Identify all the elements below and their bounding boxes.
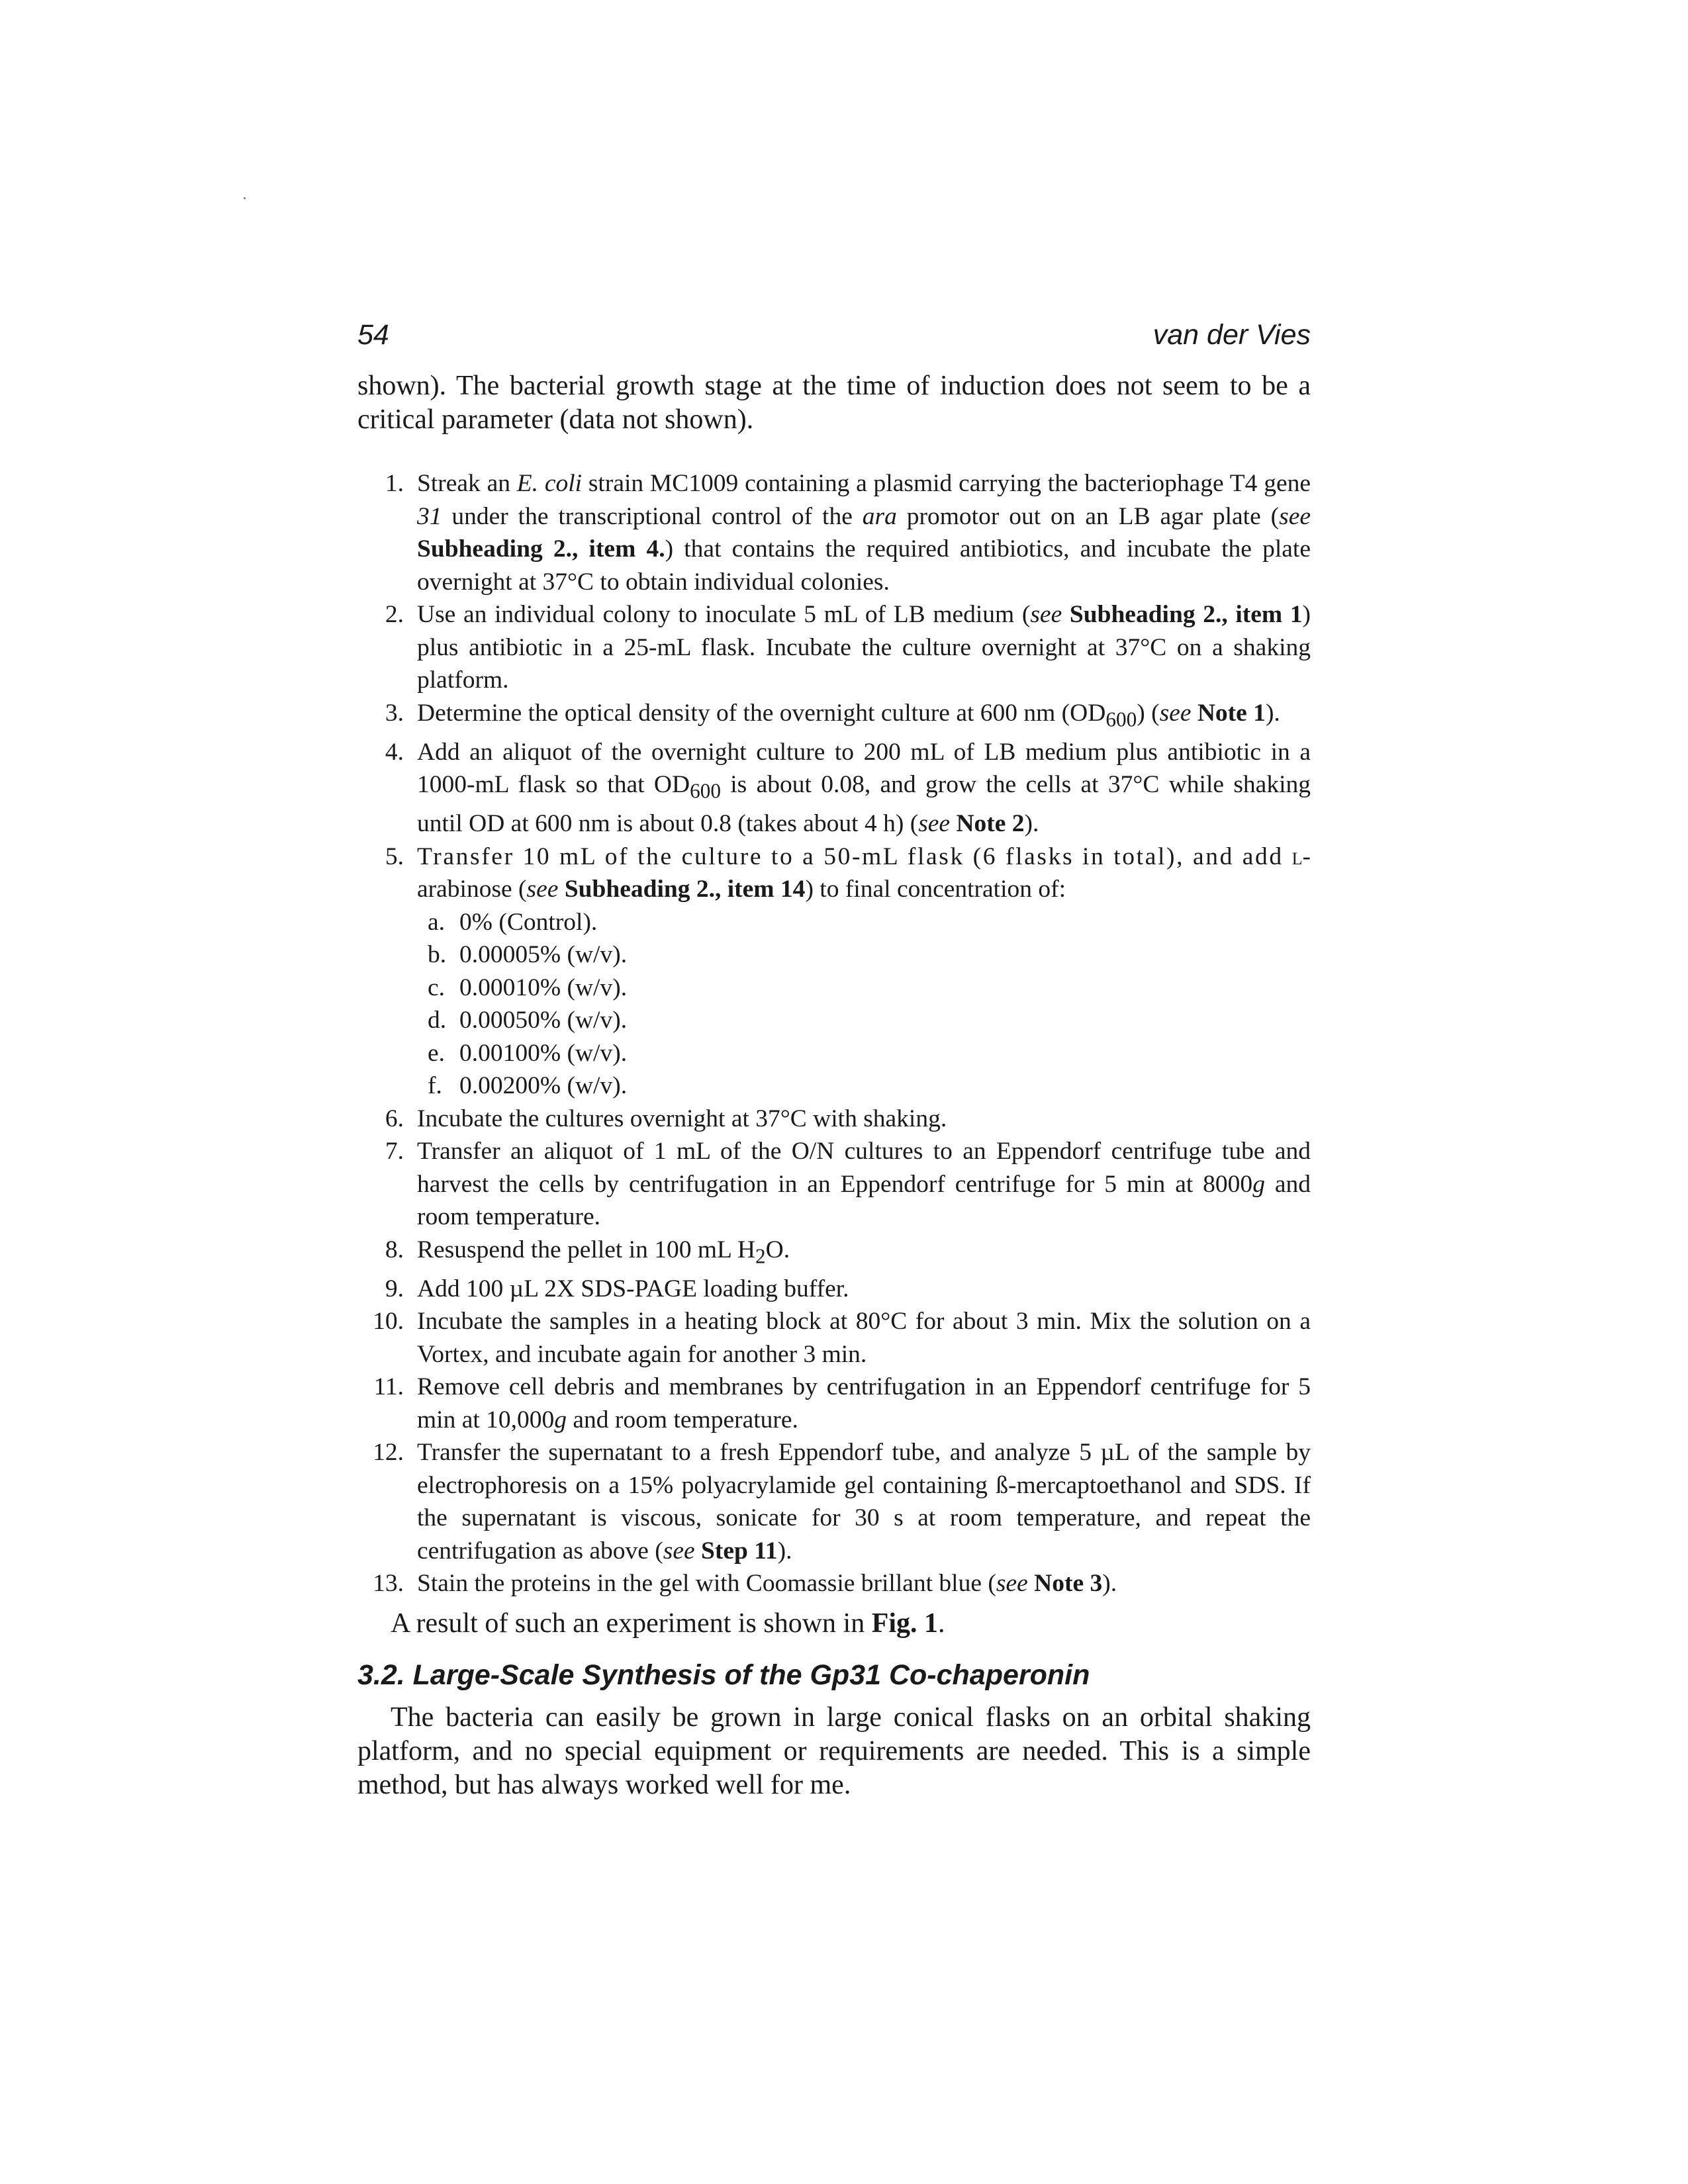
step-2: 2. Use an individual colony to inoculate 5 mL of LB medium (see Subheading 2., item 1) plus antibiotic in a 25-mL flask. Incubate the culture overnight at 37°C on a shaking platform. bbox=[357, 598, 1311, 697]
step-number: 5. bbox=[385, 842, 404, 870]
cross-reference: Subheading 2., item 14 bbox=[564, 876, 806, 903]
step-4: 4. Add an aliquot of the overnight culture to 200 mL of LB medium plus antibiotic in a 1000-mL flask so that $OD_{600}$ is about 0.08, and grow the cells at 37°C while shaking until OD at 600 nm is about 0.8 (takes about 4 h) (see Note 2). bbox=[357, 736, 1311, 841]
cross-reference: Note 3 bbox=[1034, 1570, 1103, 1597]
step-11: 11. Remove cell debris and membranes by centrifugation in an Eppendorf centrifuge for 5 min at 10,000g and room temperature. bbox=[357, 1371, 1311, 1436]
intro-paragraph: shown). The bacterial growth stage at the time of induction does not seem to be a critical parameter (data not shown). bbox=[357, 371, 1311, 435]
section-heading: 3.2. Large-Scale Synthesis of the Gp31 Co-chaperonin bbox=[357, 1659, 1090, 1691]
page bbox=[357, 318, 1311, 1802]
step-number: 8. bbox=[385, 1236, 404, 1263]
step-number: 7. bbox=[385, 1138, 404, 1165]
step-6: 6. Incubate the cultures overnight at 37°C with shaking. bbox=[357, 1103, 1311, 1136]
scan-speck bbox=[244, 197, 246, 199]
concentration-item: c. 0.00010% (w/v). bbox=[428, 974, 628, 1001]
step-8: 8. Resuspend the pellet in 100 mL $H_2O$. bbox=[357, 1234, 1311, 1273]
step-number: 3. bbox=[385, 699, 404, 727]
concentration-item: e. 0.00100% (w/v). bbox=[428, 1039, 628, 1067]
step-3: 3. Determine the optical density of the overnight culture at 600 nm $(OD_{600})$ (see Note 1). bbox=[357, 697, 1311, 736]
step-number: 11. bbox=[373, 1373, 404, 1400]
concentration-item: a. 0% (Control). bbox=[428, 908, 598, 936]
cross-reference: Note 1 bbox=[1197, 699, 1266, 727]
section-paragraph: The bacteria can easily be grown in large conical flasks on an orbital shaking platform, and no special equipment or requirements are needed. This is a simple method, but has always worked well for me. bbox=[357, 1702, 1311, 1800]
step-7: 7. Transfer an aliquot of 1 mL of the O/N cultures to an Eppendorf centrifuge tube and harvest the cells by centrifugation in an Eppendorf centrifuge for 5 min at 8000g and room temperature. bbox=[357, 1135, 1311, 1234]
running-head: van der Vies bbox=[1152, 319, 1311, 351]
page-header bbox=[357, 318, 1311, 352]
step-number: 13. bbox=[373, 1570, 404, 1597]
step-10: 10. Incubate the samples in a heating block at 80°C for about 3 min. Mix the solution on a Vortex, and incubate again for another 3 min. bbox=[357, 1305, 1311, 1371]
step-number: 9. bbox=[385, 1275, 404, 1302]
concentration-item: b. 0.00005% (w/v). bbox=[428, 941, 628, 968]
concentration-list bbox=[357, 906, 1311, 1103]
cross-reference: Subheading 2., item 1 bbox=[1069, 601, 1303, 628]
procedure-steps bbox=[357, 467, 1311, 1600]
cross-reference: Step 11 bbox=[701, 1537, 778, 1565]
step-number: 4. bbox=[385, 738, 404, 766]
concentration-item: f. 0.00200% (w/v). bbox=[428, 1072, 628, 1099]
page-number: 54 bbox=[357, 319, 389, 351]
concentration-list-item bbox=[357, 906, 1311, 1103]
step-number: 1. bbox=[385, 470, 404, 497]
step-13: 13. Stain the proteins in the gel with Coomassie brillant blue (see Note 3). bbox=[357, 1567, 1311, 1600]
step-number: 10. bbox=[373, 1308, 404, 1335]
result-sentence: A result of such an experiment is shown in Fig. 1. bbox=[391, 1608, 945, 1639]
step-number: 2. bbox=[385, 601, 404, 628]
figure-reference: Fig. 1 bbox=[871, 1608, 939, 1639]
step-1: 1. Streak an E. coli strain MC1009 containing a plasmid carrying the bacteriophage T4 gene 31 under the transcriptional control of the ara promotor out on an LB agar plate (see Subheading 2., item 4.) that contains the required antibiotics, and incubate the plate overnight at 37°C to obtain individual colonies. bbox=[357, 467, 1311, 598]
concentration-item: d. 0.00050% (w/v). bbox=[428, 1007, 628, 1034]
step-12: 12. Transfer the supernatant to a fresh Eppendorf tube, and analyze 5 µL of the sample by electrophoresis on a 15% polyacrylamide gel containing ß-mercaptoethanol and SDS. If the supernatant is viscous, sonicate for 30 s at room temperature, and repeat the centrifugation as above (see Step 11). bbox=[357, 1436, 1311, 1567]
step-number: 12. bbox=[373, 1439, 404, 1466]
cross-reference: Note 2 bbox=[956, 810, 1025, 837]
step-9: 9. Add 100 µL 2X SDS-PAGE loading buffer. bbox=[357, 1273, 1311, 1306]
step-5: 5. Transfer 10 mL of the culture to a 50-mL flask (6 flasks in total), and add l-arabinose (see Subheading 2., item 14) to final concentration of: bbox=[357, 841, 1311, 906]
cross-reference: Subheading 2., item 4. bbox=[417, 535, 665, 563]
step-number: 6. bbox=[385, 1105, 404, 1132]
